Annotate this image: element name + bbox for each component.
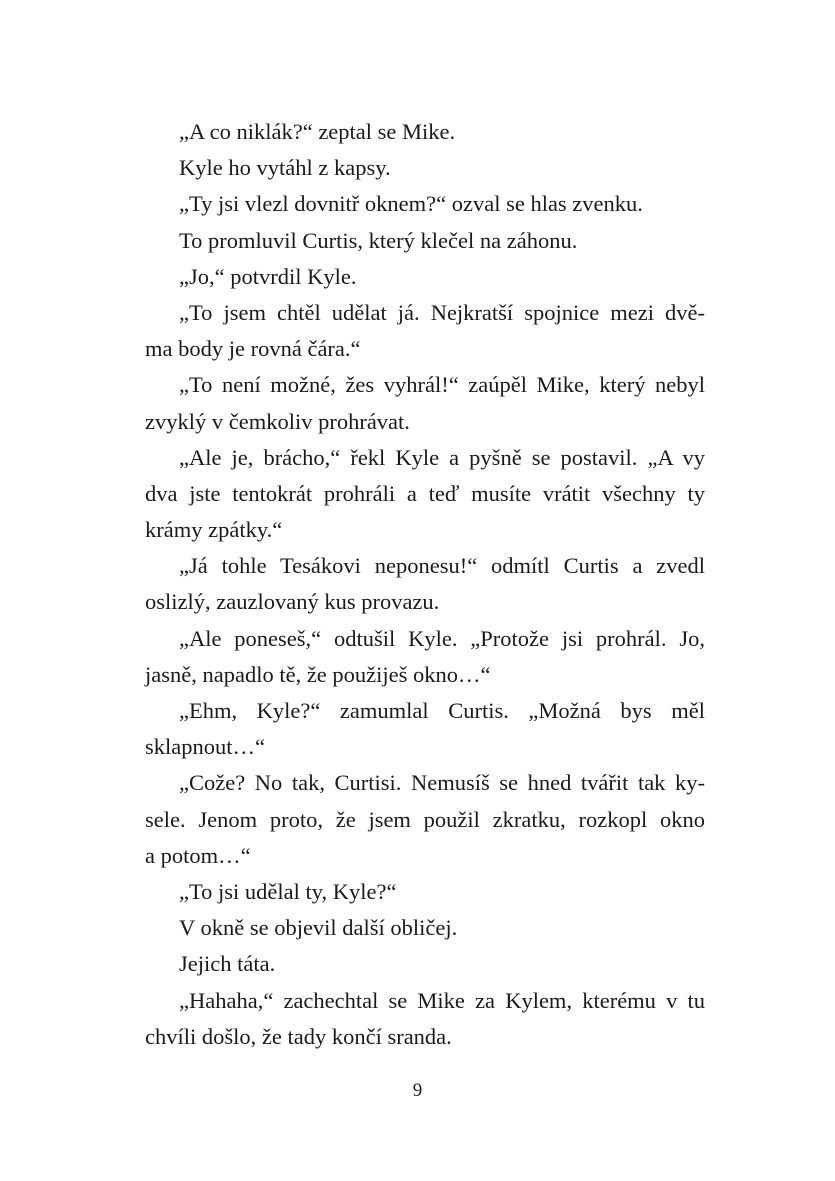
text-line: a potom…“ — [145, 842, 251, 868]
text-line: „To není možné, žes vyhrál!“ zaúpěl Mike, který nebyl — [179, 372, 705, 398]
text-line: Kyle ho vytáhl z kapsy. — [179, 155, 391, 181]
text-line: krámy zpátky.“ — [145, 517, 283, 543]
text-line: „Já tohle Tesákovi neponesu!“ odmítl Curtis a zvedl — [179, 553, 705, 579]
text-line: ma body je rovná čára.“ — [145, 336, 361, 362]
text-line: „Cože? No tak, Curtisi. Nemusíš se hned tvářit tak ky- — [179, 770, 705, 796]
text-line: dva jste tentokrát prohráli a teď musíte vrátit všechny ty — [145, 480, 705, 506]
page-number: 9 — [412, 1080, 423, 1101]
text-line: Jejich táta. — [179, 951, 276, 977]
text-line: „Ty jsi vlezl dovnitř oknem?“ ozval se hlas zvenku. — [179, 191, 643, 217]
text-line: chvíli došlo, že tady končí sranda. — [145, 1023, 452, 1049]
text-line: „Jo,“ potvrdil Kyle. — [179, 263, 357, 289]
text-block — [145, 114, 705, 1055]
text-line: „To jsi udělal ty, Kyle?“ — [179, 878, 397, 904]
text-line: zvyklý v čemkoliv prohrávat. — [145, 408, 410, 434]
text-line: jasně, napadlo tě, že použiješ okno…“ — [145, 661, 491, 687]
text-line: „Ehm, Kyle?“ zamumlal Curtis. „Možná bys měl — [179, 698, 705, 723]
text-line: „Ale poneseš,“ odtušil Kyle. „Protože jsi prohrál. Jo, — [179, 625, 705, 651]
text-line: To promluvil Curtis, který klečel na záhonu. — [179, 227, 578, 253]
text-line: V okně se objevil další obličej. — [179, 915, 458, 941]
text-line: sklapnout…“ — [145, 734, 265, 760]
text-line: „Ale je, brácho,“ řekl Kyle a pyšně se postavil. „A vy — [179, 444, 705, 470]
text-line: oslizlý, zauzlovaný kus provazu. — [145, 589, 440, 615]
text-line: „A co niklák?“ zeptal se Mike. — [179, 119, 456, 144]
text-line: „Hahaha,“ zachechtal se Mike za Kylem, kterému v tu — [179, 987, 705, 1013]
text-line: sele. Jenom proto, že jsem použil zkratku, rozkopl okno — [145, 806, 705, 832]
text-line: „To jsem chtěl udělat já. Nejkratší spojnice mezi dvě- — [179, 299, 705, 325]
